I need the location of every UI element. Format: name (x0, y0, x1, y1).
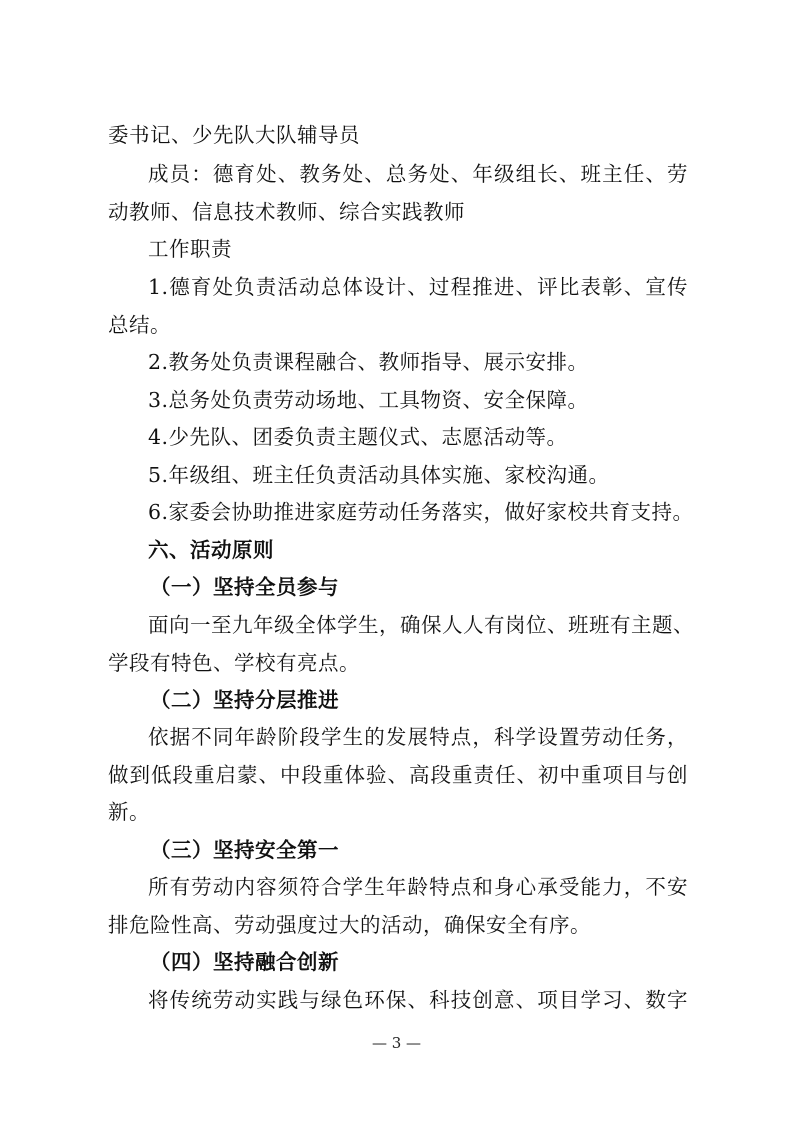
text-line: 做到低段重启蒙、中段重体验、高段重责任、初中重项目与创 (108, 763, 688, 787)
section-label: 工作职责 (148, 237, 232, 261)
subsection-heading: （四）坚持融合创新 (150, 950, 339, 974)
text-line: 将传统劳动实践与绿色环保、科技创意、项目学习、数字 (148, 988, 688, 1012)
text-line: 学段有特色、学校有亮点。 (108, 651, 360, 675)
text-line: 委书记、少先队大队辅导员 (108, 123, 360, 147)
text-line: 5.年级组、班主任负责活动具体实施、家校沟通。 (148, 463, 610, 487)
section-heading: 六、活动原则 (148, 538, 274, 562)
text-line: 3.总务处负责劳动场地、工具物资、安全保障。 (148, 388, 589, 412)
text-line: 4.少先队、团委负责主题仪式、志愿活动等。 (148, 425, 568, 449)
text-line: 2.教务处负责课程融合、教师指导、展示安排。 (148, 350, 589, 374)
text-line: 依据不同年龄阶段学生的发展特点，科学设置劳动任务， (148, 725, 688, 749)
text-line: 新。 (108, 800, 150, 824)
text-line: 6.家委会协助推进家庭劳动任务落实，做好家校共育支持。 (148, 500, 694, 524)
subsection-heading: （一）坚持全员参与 (150, 575, 339, 599)
subsection-heading: （二）坚持分层推进 (150, 688, 339, 712)
subsection-heading: （三）坚持安全第一 (150, 838, 339, 862)
text-line: 面向一至九年级全体学生，确保人人有岗位、班班有主题、 (148, 613, 694, 637)
text-line: 1.德育处负责活动总体设计、过程推进、评比表彰、宣传 (148, 275, 688, 299)
text-line: 所有劳动内容须符合学生年龄特点和身心承受能力，不安 (148, 875, 688, 899)
text-line: 排危险性高、劳动强度过大的活动，确保安全有序。 (108, 913, 591, 937)
page-number: — 3 — (371, 1034, 422, 1052)
text-line: 总结。 (108, 313, 171, 337)
text-line: 成员：德育处、教务处、总务处、年级组长、班主任、劳 (148, 162, 688, 186)
text-line: 动教师、信息技术教师、综合实践教师 (108, 200, 465, 224)
